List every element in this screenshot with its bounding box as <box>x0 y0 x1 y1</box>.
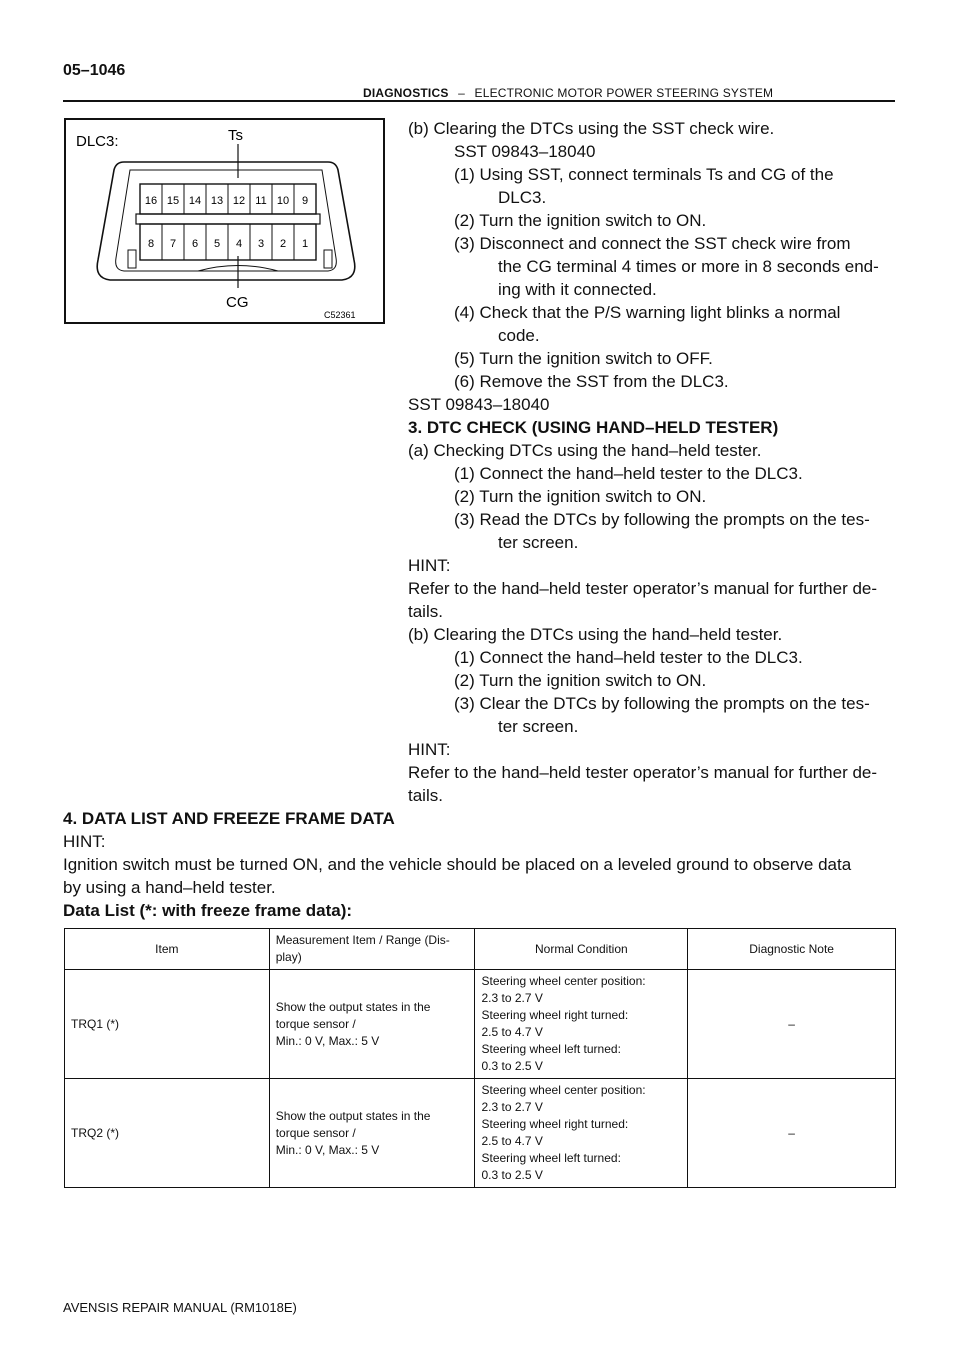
connector-pin-label: 13 <box>210 195 224 207</box>
connector-pin-label: 6 <box>191 238 199 250</box>
table-row <box>65 970 896 1079</box>
figure-label-cg: CG <box>226 294 249 311</box>
step-2: (2) Turn the ignition switch to ON. <box>454 211 707 230</box>
s3-b-step-3-line-a: (3) Clear the DTCs by following the prompts on the tes- <box>454 694 870 713</box>
step-1-line-a: (1) Using SST, connect terminals Ts and CG of the <box>454 165 834 184</box>
s3-a-step-1: (1) Connect the hand–held tester to the DLC3. <box>454 464 803 483</box>
table-row <box>65 1079 896 1188</box>
step-6: (6) Remove the SST from the DLC3. <box>454 372 729 391</box>
s3-b-step-2: (2) Turn the ignition switch to ON. <box>454 671 707 690</box>
step-1-line-b: DLC3. <box>498 188 547 207</box>
hint-1-line-a: Refer to the hand–held tester operator’s manual for further de- <box>408 579 878 598</box>
s3-a-step-3-line-b: ter screen. <box>498 533 579 552</box>
section-4-title: 4. DATA LIST AND FREEZE FRAME DATA <box>63 809 395 828</box>
s3-a-title: (a) Checking DTCs using the hand–held tester. <box>408 441 762 460</box>
step-4-line-b: code. <box>498 326 540 345</box>
section-3-title: 3. DTC CHECK (USING HAND–HELD TESTER) <box>408 418 779 437</box>
cell-measurement: Show the output states in the torque sensor / Min.: 0 V, Max.: 5 V <box>269 970 475 1079</box>
s3-a-step-2: (2) Turn the ignition switch to ON. <box>454 487 707 506</box>
cell-item: TRQ2 (*) <box>65 1079 270 1188</box>
connector-pin-label: 3 <box>257 238 265 250</box>
hint-2-line-b: tails. <box>408 786 443 805</box>
s3-a-step-3-line-a: (3) Read the DTCs by following the prompts on the tes- <box>454 510 870 529</box>
header-diagnostic-note: Diagnostic Note <box>688 929 896 970</box>
step-5: (5) Turn the ignition switch to OFF. <box>454 349 713 368</box>
data-list-table <box>64 928 896 1188</box>
hint-2-line-a: Refer to the hand–held tester operator’s manual for further de- <box>408 763 878 782</box>
header-normal-condition: Normal Condition <box>475 929 688 970</box>
figure-label-dlc3: DLC3: <box>76 133 119 150</box>
step-3-line-b: the CG terminal 4 times or more in 8 seconds end- <box>498 257 879 276</box>
hint-1-line-b: tails. <box>408 602 443 621</box>
sst-number-2: SST 09843–18040 <box>408 395 550 414</box>
header-title <box>363 86 773 100</box>
figure-code: C52361 <box>324 310 356 320</box>
table-header-row <box>65 929 896 970</box>
header-section: DIAGNOSTICS <box>363 86 449 100</box>
s3-b-step-3-line-b: ter screen. <box>498 717 579 736</box>
cell-item: TRQ1 (*) <box>65 970 270 1079</box>
connector-pin-label: 15 <box>166 195 180 207</box>
connector-pin-label: 1 <box>301 238 309 250</box>
step-3-line-c: ing with it connected. <box>498 280 657 299</box>
section-4-hint-label: HINT: <box>63 832 106 851</box>
data-list-title: Data List (*: with freeze frame data): <box>63 901 353 920</box>
header-subsection: ELECTRONIC MOTOR POWER STEERING SYSTEM <box>474 86 774 100</box>
s3-b-title: (b) Clearing the DTCs using the hand–held tester. <box>408 625 783 644</box>
connector-pin-label: 10 <box>276 195 290 207</box>
hint-label-2: HINT: <box>408 740 451 759</box>
section-4-hint-line-a: Ignition switch must be turned ON, and the vehicle should be placed on a leveled ground to observe data <box>63 855 852 874</box>
connector-pin-label: 7 <box>169 238 177 250</box>
connector-pin-label: 4 <box>235 238 243 250</box>
s3-b-step-1: (1) Connect the hand–held tester to the DLC3. <box>454 648 803 667</box>
header-separator: – <box>458 86 465 100</box>
dlc3-connector-figure <box>64 118 385 324</box>
connector-pin-label: 5 <box>213 238 221 250</box>
page-number: 05–1046 <box>63 62 126 79</box>
section-4-hint-line-b: by using a hand–held tester. <box>63 878 276 897</box>
cell-normal-condition: Steering wheel center position: 2.3 to 2.7 V Steering wheel right turned: 2.5 to 4.7 V Steering wheel left turned: 0.3 to 2.5 V <box>475 1079 688 1188</box>
cell-normal-condition: Steering wheel center position: 2.3 to 2.7 V Steering wheel right turned: 2.5 to 4.7 V Steering wheel left turned: 0.3 to 2.5 V <box>475 970 688 1079</box>
header-measurement: Measurement Item / Range (Dis- play) <box>269 929 475 970</box>
cell-diagnostic-note: – <box>688 970 896 1079</box>
cell-diagnostic-note: – <box>688 1079 896 1188</box>
step-3-line-a: (3) Disconnect and connect the SST check wire from <box>454 234 851 253</box>
connector-pin-label: 12 <box>232 195 246 207</box>
step-b-title: (b) Clearing the DTCs using the SST check wire. <box>408 119 775 138</box>
step-4-line-a: (4) Check that the P/S warning light blinks a normal <box>454 303 841 322</box>
connector-pin-label: 14 <box>188 195 202 207</box>
dlc3-connector-diagram <box>66 120 383 322</box>
footer: AVENSIS REPAIR MANUAL (RM1018E) <box>63 1300 297 1315</box>
header-rule <box>63 100 895 102</box>
sst-number: SST 09843–18040 <box>454 142 596 161</box>
connector-pin-label: 9 <box>301 195 309 207</box>
connector-pin-label: 8 <box>147 238 155 250</box>
connector-pin-label: 2 <box>279 238 287 250</box>
connector-pin-label: 11 <box>255 195 267 207</box>
hint-label-1: HINT: <box>408 556 451 575</box>
connector-pin-label: 16 <box>144 195 158 207</box>
cell-measurement: Show the output states in the torque sensor / Min.: 0 V, Max.: 5 V <box>269 1079 475 1188</box>
figure-label-ts: Ts <box>228 127 243 144</box>
header-item: Item <box>65 929 270 970</box>
